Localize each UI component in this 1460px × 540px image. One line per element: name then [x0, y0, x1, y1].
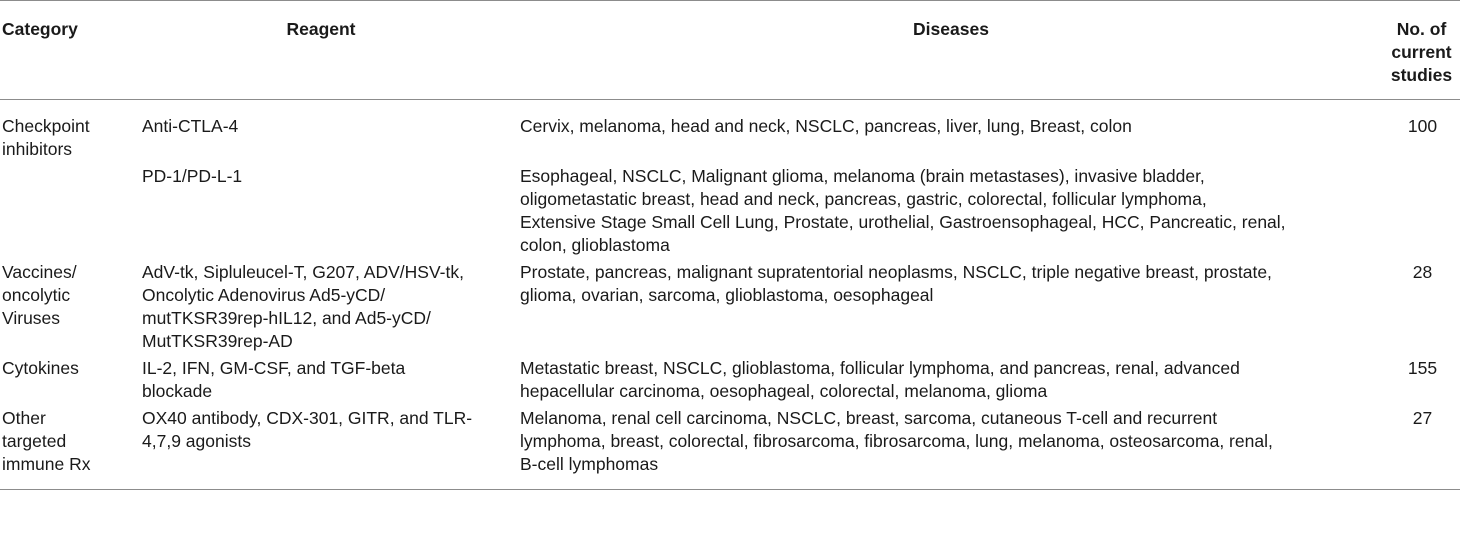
diseases-cell — [520, 162, 1382, 258]
table-row — [0, 354, 1460, 404]
text-line: Cervix, melanoma, head and neck, NSCLC, pancreas, liver, lung, Breast, colon — [520, 116, 1132, 136]
table-row — [0, 162, 1460, 258]
diseases-cell — [520, 258, 1382, 354]
header-category — [0, 1, 122, 100]
text-line: inhibitors — [2, 139, 73, 159]
text-line: immune Rx — [2, 454, 91, 474]
text-line: Metastatic breast, NSCLC, glioblastoma, follicular lymphoma, and pancreas, renal, advanced — [520, 358, 1240, 378]
text-line: 4,7,9 agonists — [142, 431, 251, 451]
text-line: hepacellular carcinoma, oesophageal, colorectal, melanoma, glioma — [520, 381, 1048, 401]
text-line: studies — [1390, 65, 1453, 85]
text-line: Prostate, pancreas, malignant supratentorial neoplasms, NSCLC, triple negative breast, prostate, — [520, 262, 1272, 282]
text-line: OX40 antibody, CDX-301, GITR, and TLR- — [142, 408, 473, 428]
text-line: No. of — [1396, 19, 1447, 39]
text-line: MutTKSR39rep-AD — [142, 331, 293, 351]
text-line: lymphoma, breast, colorectal, fibrosarcoma, fibrosarcoma, lung, melanoma, osteosarcoma, renal, — [520, 431, 1273, 451]
text-line: AdV-tk, Sipluleucel-T, G207, ADV/HSV-tk, — [142, 262, 464, 282]
reagent-cell — [122, 162, 520, 258]
category-cell — [0, 258, 122, 354]
text-line: targeted — [2, 431, 67, 451]
table-row — [0, 404, 1460, 490]
reagent-cell — [122, 354, 520, 404]
text-line: Vaccines/ — [2, 262, 77, 282]
study-count-cell: 100 — [1407, 116, 1438, 136]
study-count-cell: 155 — [1407, 358, 1438, 378]
text-line: blockade — [142, 381, 213, 401]
text-line: Viruses — [2, 308, 61, 328]
text-line: oncolytic — [2, 285, 71, 305]
text-line: IL-2, IFN, GM-CSF, and TGF-beta — [142, 358, 406, 378]
reagent-cell — [122, 258, 520, 354]
header-number-of-studies — [1382, 1, 1460, 100]
text-line: Esophageal, NSCLC, Malignant glioma, melanoma (brain metastases), invasive bladder, — [520, 166, 1205, 186]
table-row — [0, 258, 1460, 354]
text-line: B-cell lymphomas — [520, 454, 659, 474]
reagent-cell — [122, 404, 520, 490]
diseases-cell — [520, 354, 1382, 404]
text-line: Category — [2, 19, 78, 39]
category-cell — [0, 162, 122, 258]
category-cell — [0, 404, 122, 490]
study-count-cell: 28 — [1412, 262, 1433, 282]
category-cell — [0, 354, 122, 404]
text-line: mutTKSR39rep-hIL12, and Ad5-yCD/ — [142, 308, 431, 328]
text-line: Anti-CTLA-4 — [142, 116, 239, 136]
text-line: Extensive Stage Small Cell Lung, Prostate, urothelial, Gastroensophageal, HCC, Pancreatic, renal, — [520, 212, 1286, 232]
header-reagent — [122, 1, 520, 100]
table-header — [0, 1, 1460, 100]
text-line: Melanoma, renal cell carcinoma, NSCLC, breast, sarcoma, cutaneous T-cell and recurrent — [520, 408, 1218, 428]
header-diseases — [520, 1, 1382, 100]
diseases-cell — [520, 404, 1382, 490]
text-line: Diseases — [913, 19, 989, 39]
text-line: Checkpoint — [2, 116, 90, 136]
text-line: colon, glioblastoma — [520, 235, 670, 255]
reagent-cell — [122, 100, 520, 163]
text-line: Oncolytic Adenovirus Ad5-yCD/ — [142, 285, 386, 305]
text-line: current — [1391, 42, 1452, 62]
diseases-cell — [520, 100, 1382, 163]
text-line: Other — [2, 408, 46, 428]
text-line: Reagent — [286, 19, 356, 39]
study-count-cell — [1382, 162, 1460, 258]
text-line: Cytokines — [2, 358, 79, 378]
header-row — [0, 1, 1460, 100]
category-cell — [0, 100, 122, 163]
text-line: oligometastatic breast, head and neck, pancreas, gastric, colorectal, follicular lymphoma, — [520, 189, 1207, 209]
table-body — [0, 100, 1460, 490]
table-row — [0, 100, 1460, 163]
study-count-cell: 27 — [1382, 404, 1460, 490]
text-line: PD-1/PD-L-1 — [142, 166, 243, 186]
text-line: glioma, ovarian, sarcoma, glioblastoma, oesophageal — [520, 285, 934, 305]
